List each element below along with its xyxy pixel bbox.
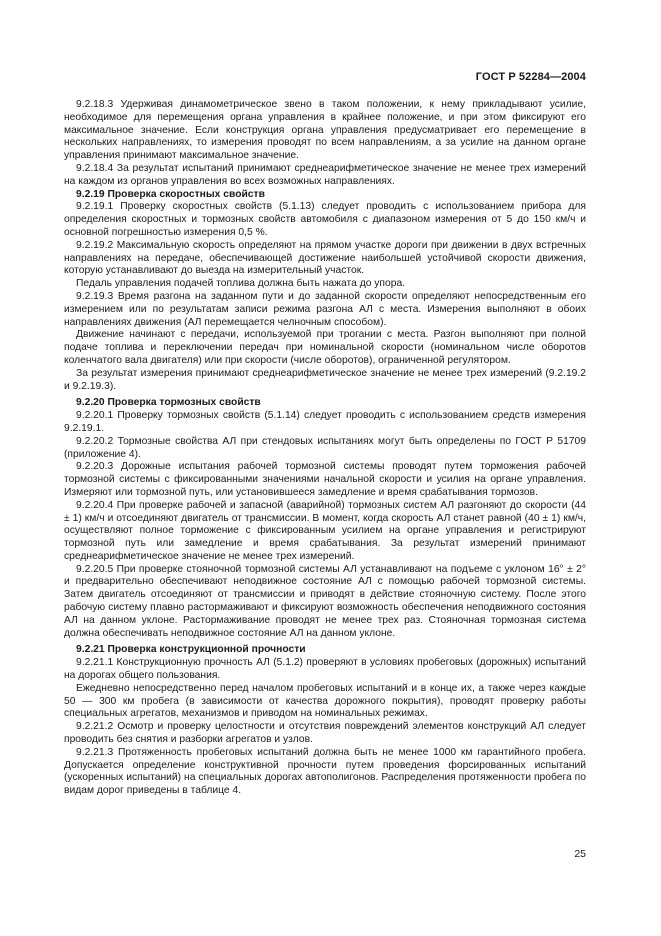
- paragraph-9-2-20-2: 9.2.20.2 Тормозные свойства АЛ при стендовых испытаниях могут быть определены по ГОСТ Р 51709 (приложение 4).: [64, 435, 586, 460]
- page-number: 25: [574, 848, 586, 860]
- paragraph-9-2-21-3: 9.2.21.3 Протяженность пробеговых испытаний должна быть не менее 1000 км гарантийного пробега. Допускается определение конструктивной прочности путем проведения форсированных испытаний (ускоренных испытаний) на специальных дорогах автополигонов. Распределения протяженности пробега по видам дорог приведены в таблице 4.: [64, 746, 586, 797]
- paragraph-9-2-20-3: 9.2.20.3 Дорожные испытания рабочей тормозной системы проводят путем торможения рабочей тормозной системы с фиксированными значениями начальной скорости и усилия на органе управления. Измеряют или тормозной путь, или установившееся замедление и время срабатывания тормозов.: [64, 461, 586, 498]
- paragraph-9-2-21-1: 9.2.21.1 Конструкционную прочность АЛ (5.1.2) проверяют в условиях пробеговых (дорожных) испытаний на дорогах общего пользования.: [64, 657, 586, 682]
- paragraph-9-2-21-2: 9.2.21.2 Осмотр и проверку целостности и отсутствия повреждений элементов конструкций АЛ следует проводить без снятия и разборки агрегатов и узлов.: [64, 721, 586, 746]
- document-code-header: ГОСТ Р 52284—2004: [475, 71, 586, 83]
- paragraph-9-2-19-1: 9.2.19.1 Проверку скоростных свойств (5.1.13) следует проводить с использованием прибора для определения скоростных и тормозных свойств автомобиля с диапазоном измерения от 5 до 150 км/ч и основной погрешностью измерения 0,5 %.: [64, 201, 586, 238]
- paragraph-movement-start: Движение начинают с передачи, используемой при трогании с места. Разгон выполняют при полной подаче топлива и переключении передач при номинальной скорости (номинальном числе оборотов коленчатого вала двигателя) или при скорости (числе оборотов), ограниченной регулятором.: [64, 329, 586, 366]
- paragraph-9-2-20-4: 9.2.20.4 При проверке рабочей и запасной (аварийной) тормозных систем АЛ разгоняют до скорости (44 ± 1) км/ч и отсоединяют двигатель от трансмиссии. В момент, когда скорость АЛ станет равной (40 ± 1) км/ч, осуществляют полное торможение с фиксированным усилием на органе управления и регистрируют тормозной путь или замедление и время срабатывания. За результат измерений принимают среднеарифметическое значение не менее трех измерений.: [64, 499, 586, 562]
- paragraph-measurement-result: За результат измерения принимают среднеарифметическое значение не менее трех измерений (9.2.19.2 и 9.2.19.3).: [64, 367, 586, 392]
- paragraph-9-2-18-4: 9.2.18.4 За результат испытаний принимают среднеарифметическое значение не менее трех измерений на каждом из органов управления во всех возможных направлениях.: [64, 162, 586, 187]
- document-body: [64, 99, 586, 798]
- paragraph-9-2-19-3: 9.2.19.3 Время разгона на заданном пути и до заданной скорости определяют непосредственным его измерением или по результатам записи режима разгона АЛ с места. Измерения выполняют в обоих направлениях движения (АЛ перемещается челночным способом).: [64, 290, 586, 328]
- paragraph-9-2-20-5: 9.2.20.5 При проверке стояночной тормозной системы АЛ устанавливают на подъеме с уклоном 16° ± 2° и предварительно обеспечивают неподвижное состояние АЛ с помощью рабочей тормозной системы. Затем двигатель отсоединяют от трансмиссии и приводят в действие стояночную систему. После этого рабочую систему плавно растормаживают и фиксируют возможность обеспечения неподвижного состояния АЛ на данном уклоне. Растормаживание проводят не менее трех раз. Стояночная тормозная система должна обеспечивать неподвижное состояние АЛ на данном уклоне.: [64, 563, 586, 639]
- paragraph-9-2-18-3: 9.2.18.3 Удерживая динамометрическое звено в таком положении, к нему прикладывают усилие, необходимое для перемещения органа управления в крайнее положение, и при этом фиксируют его максимальное значение. Если конструкция органа управления предусматривает его перемещение в нескольких направлениях, то измерения проводят по всем направлениям, а за усилие на данном органе управления принимают максимальное значение.: [64, 99, 586, 162]
- paragraph-9-2-19-2: 9.2.19.2 Максимальную скорость определяют на прямом участке дороги при движении в двух встречных направлениях на передаче, обеспечивающей достижение наибольшей устойчивой скорости движения, которую устанавливают до выезда на измерительный участок.: [64, 239, 586, 277]
- paragraph-daily-check: Ежедневно непосредственно перед началом пробеговых испытаний и в конце их, а также через каждые 50 — 300 км пробега (в зависимости от качества дорожного покрытия), проводят проверку работы специальных агрегатов, механизмов и приводом на номинальных режимах.: [64, 682, 586, 720]
- section-heading-9-2-19: 9.2.19 Проверка скоростных свойств: [76, 188, 265, 200]
- section-heading-9-2-20: 9.2.20 Проверка тормозных свойств: [76, 397, 261, 409]
- paragraph-9-2-20-1: 9.2.20.1 Проверку тормозных свойств (5.1.14) следует проводить с использованием средств измерения 9.2.19.1.: [64, 410, 586, 434]
- section-heading-9-2-21: 9.2.21 Проверка конструкционной прочности: [76, 644, 306, 656]
- paragraph-pedal-note: Педаль управления подачей топлива должна быть нажата до упора.: [76, 278, 406, 290]
